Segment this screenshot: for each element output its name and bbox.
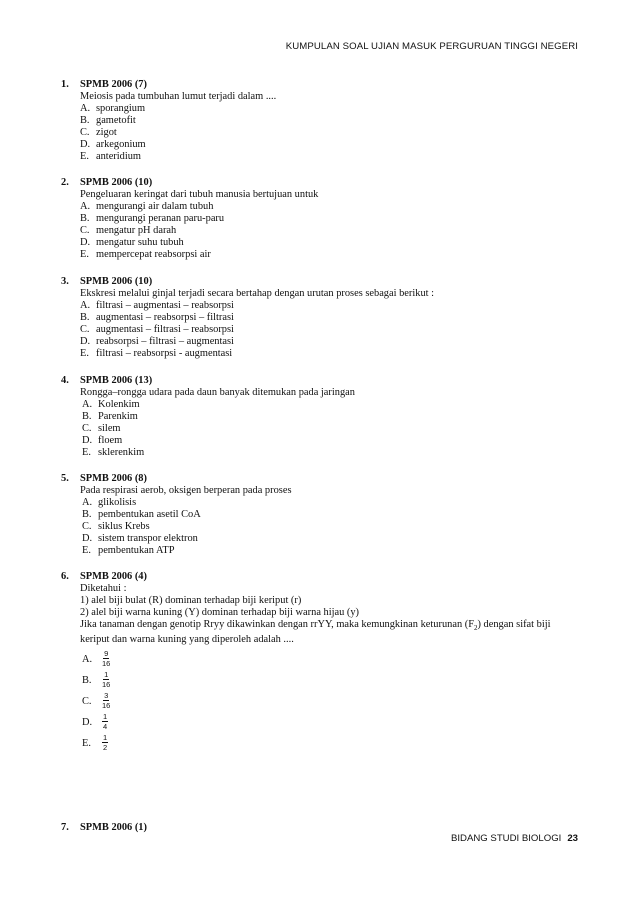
option-c[interactable]: C. zigot: [80, 127, 117, 138]
question-text: Jika tanaman dengan genotip Rryy dikawinkan dengan rrYY, maka kemungkinan keturunan $(F_2)$ dengan sifat biji keriput dan warna kuning yang diperoleh adalah ....: [80, 619, 551, 646]
question-number: 6.: [61, 571, 69, 582]
question-4: [61, 375, 581, 459]
option-b[interactable]: B. mengurangi peranan paru-paru: [80, 213, 225, 224]
fraction: $\frac{3}{16}$: [102, 691, 111, 711]
question-number: 4.: [61, 375, 69, 386]
option-d[interactable]: D. mengatur suhu tubuh: [80, 237, 184, 248]
option-b[interactable]: B. Parenkim: [82, 411, 138, 422]
option-c[interactable]: C. augmentasi – filtrasi – reabsorpsi: [80, 324, 234, 335]
option-b[interactable]: B. gametofit: [80, 115, 136, 126]
question-source: SPMB 2006 (7): [80, 79, 147, 90]
option-d[interactable]: D. sistem transpor elektron: [82, 533, 198, 544]
option-b[interactable]: B. $\frac{1}{16}$: [82, 670, 111, 690]
option-c[interactable]: C. silem: [82, 423, 121, 434]
page-header: KUMPULAN SOAL UJIAN MASUK PERGURUAN TINGGI NEGERI: [285, 41, 578, 52]
question-source: SPMB 2006 (1): [80, 822, 147, 833]
page-footer: [451, 833, 578, 844]
question-text: Pengeluaran keringat dari tubuh manusia bertujuan untuk: [80, 189, 319, 200]
option-d[interactable]: D. arkegonium: [80, 139, 146, 150]
option-e[interactable]: E. mempercepat reabsorpsi air: [80, 249, 211, 260]
question-source: SPMB 2006 (8): [80, 473, 147, 484]
question-text: Rongga–rongga udara pada daun banyak ditemukan pada jaringan: [80, 387, 355, 398]
fraction: $\frac{1}{2}$: [103, 733, 108, 753]
option-c[interactable]: C. mengatur pH darah: [80, 225, 177, 236]
option-a[interactable]: A. $\frac{9}{16}$: [82, 649, 111, 669]
question-text: Ekskresi melalui ginjal terjadi secara bertahap dengan urutan proses sebagai berikut :: [80, 288, 435, 299]
option-e[interactable]: E. sklerenkim: [82, 447, 145, 458]
option-a[interactable]: A. glikolisis: [82, 497, 137, 508]
option-c[interactable]: C. siklus Krebs: [82, 521, 150, 532]
question-source: SPMB 2006 (4): [80, 571, 147, 582]
option-c[interactable]: C. $\frac{3}{16}$: [82, 691, 111, 711]
page-number: 23: [567, 833, 578, 844]
option-e[interactable]: E. filtrasi – reabsorpsi - augmentasi: [80, 348, 233, 359]
question-number: 3.: [61, 276, 69, 287]
question-source: SPMB 2006 (10): [80, 276, 153, 287]
question-1: [61, 79, 581, 163]
question-number: 2.: [61, 177, 69, 188]
question-source: SPMB 2006 (13): [80, 375, 153, 386]
question-intro: Diketahui :: [80, 583, 127, 594]
option-e[interactable]: E. anteridium: [80, 151, 142, 162]
option-a[interactable]: A. filtrasi – augmentasi – reabsorpsi: [80, 300, 234, 311]
question-number: 1.: [61, 79, 69, 90]
option-d[interactable]: D. $\frac{1}{4}$: [82, 712, 108, 732]
fact-1: 1) alel biji bulat (R) dominan terhadap biji keriput (r): [80, 595, 302, 606]
question-text: Meiosis pada tumbuhan lumut terjadi dalam ....: [80, 91, 277, 102]
option-d[interactable]: D. floem: [82, 435, 123, 446]
fact-2: 2) alel biji warna kuning (Y) dominan terhadap biji warna hijau (y): [80, 607, 360, 618]
option-d[interactable]: D. reabsorpsi – filtrasi – augmentasi: [80, 336, 234, 347]
option-a[interactable]: A. mengurangi air dalam tubuh: [80, 201, 214, 212]
question-text: Pada respirasi aerob, oksigen berperan pada proses: [80, 485, 292, 496]
fraction: $\frac{9}{16}$: [102, 649, 111, 669]
option-e[interactable]: E. pembentukan ATP: [82, 545, 175, 556]
option-a[interactable]: A. sporangium: [80, 103, 146, 114]
question-number: 5.: [61, 473, 69, 484]
footer-label: BIDANG STUDI BIOLOGI: [450, 833, 562, 844]
option-b[interactable]: B. pembentukan asetil CoA: [82, 509, 201, 520]
question-6: [61, 571, 581, 754]
question-2: [61, 177, 581, 261]
question-source: SPMB 2006 (10): [80, 177, 153, 188]
question-3: [61, 276, 581, 360]
question-number: 7.: [61, 822, 69, 833]
fraction: $\frac{1}{4}$: [103, 712, 108, 732]
question-5: [61, 473, 581, 557]
option-e[interactable]: E. $\frac{1}{2}$: [82, 733, 108, 753]
option-a[interactable]: A. Kolenkim: [82, 399, 140, 410]
option-b[interactable]: B. augmentasi – reabsorpsi – filtrasi: [80, 312, 234, 323]
fraction: $\frac{1}{16}$: [102, 670, 111, 690]
